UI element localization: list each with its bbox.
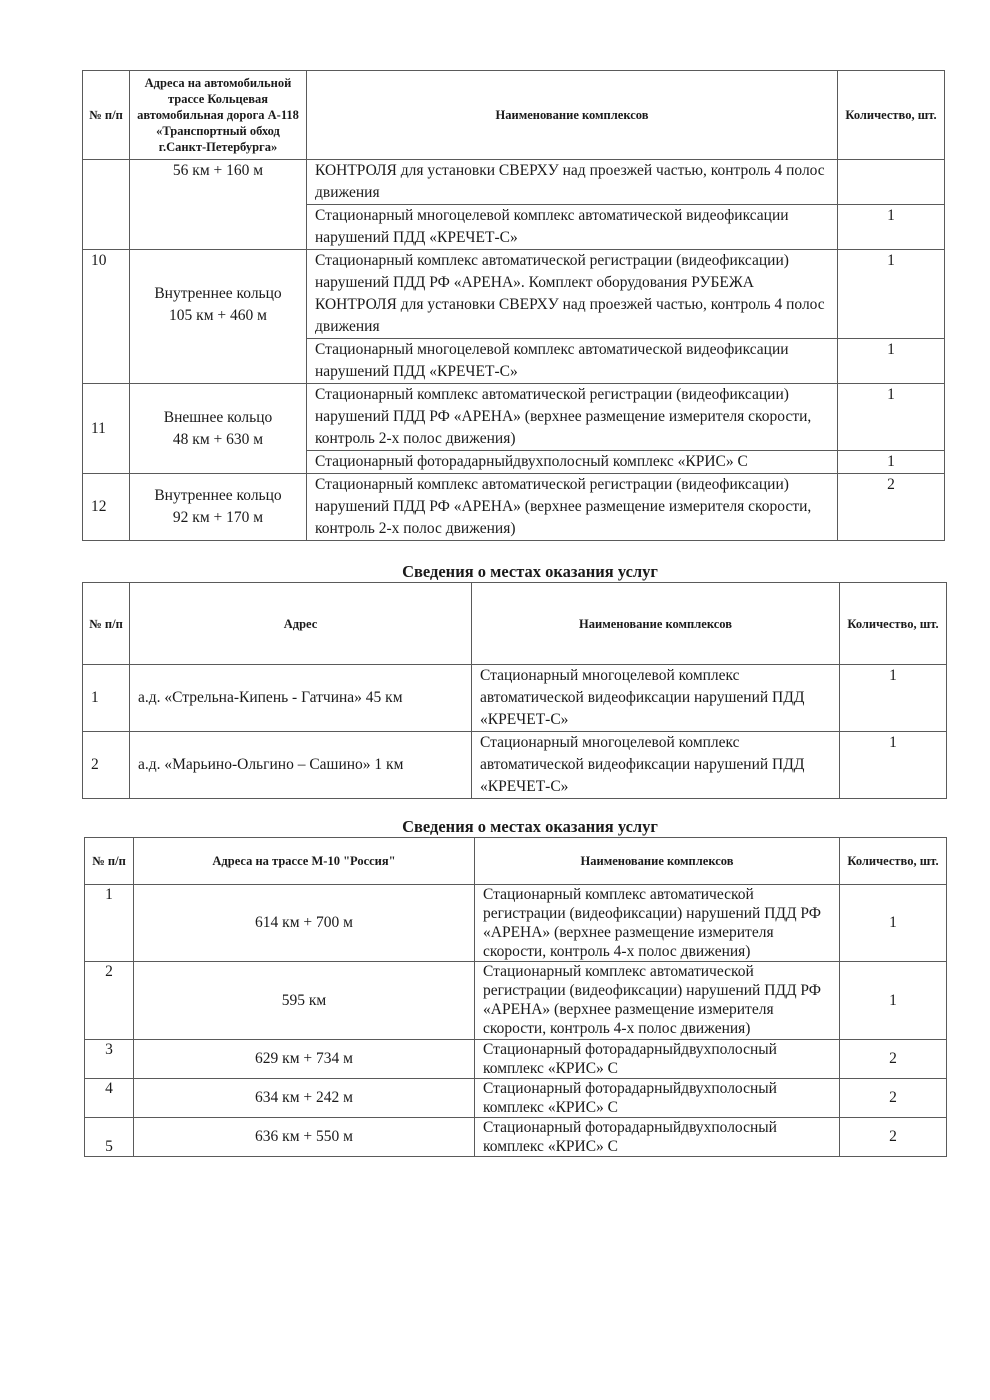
row-num: 12 [83,474,130,541]
ring-label: Внутреннее кольцо [154,487,282,504]
header-name: Наименование комплексов [472,583,840,665]
km-label: 105 км + 460 м [169,307,267,324]
row-complex-name: Стационарный фоторадарныйдвухполосный комплекс «КРИС» С [475,1118,840,1157]
m10-complexes-table [84,837,947,1157]
row-qty: 1 [838,205,945,250]
row-complex-name: Стационарный комплекс автоматической регистрации (видеофиксации) нарушений ПДД РФ «АРЕНА» (верхнее размещение измерителя скорости, контроль 4-х полос движения) [475,885,840,962]
row-complex-name: Стационарный комплекс автоматической регистрации (видеофиксации) нарушений ПДД РФ «АРЕНА». Комплект оборудования РУБЕЖА КОНТРОЛЯ для установки СВЕРХУ над проезжей частью, контроль 4 полос движения [307,250,838,339]
row-qty: 1 [838,451,945,474]
table-row [85,962,947,1040]
row-complex-name: Стационарный многоцелевой комплекс автоматической видеофиксации нарушений ПДД «КРЕЧЕТ-С» [472,665,840,732]
row-complex-name: Стационарный комплекс автоматической регистрации (видеофиксации) нарушений ПДД РФ «АРЕНА» (верхнее размещение измерителя скорости, контроль 4-х полос движения) [475,962,840,1040]
header-address: Адреса на трассе М-10 "Россия" [134,838,475,885]
table-row [83,665,947,732]
header-address: Адрес [130,583,472,665]
row-address [130,474,307,541]
row-address: а.д. «Стрельна-Кипень - Гатчина» 45 км [130,665,472,732]
row-num: 1 [85,885,134,962]
row-num: 4 [85,1079,134,1118]
table-row [83,732,947,799]
row-address: 614 км + 700 м [134,885,475,962]
row-complex-name: Стационарный фоторадарныйдвухполосный комплекс «КРИС» С [307,451,838,474]
table-header-row [83,583,947,665]
row-num: 11 [83,384,130,474]
row-address: 636 км + 550 м [134,1118,475,1157]
table-row [83,384,945,451]
row-num: 5 [85,1118,134,1157]
table-row [85,1079,947,1118]
row-num: 10 [83,250,130,384]
section-title: Сведения о местах оказания услуг [402,562,658,581]
header-num: № п/п [85,838,134,885]
row-address: 634 км + 242 м [134,1079,475,1118]
ring-label: Внешнее кольцо [163,408,273,426]
section-title: Сведения о местах оказания услуг [402,817,658,836]
row-complex-name: Стационарный комплекс автоматической регистрации (видеофиксации) нарушений ПДД РФ «АРЕНА» (верхнее размещение измерителя скорости, контроль 2-х полос движения) [307,474,838,541]
row-num: 3 [85,1040,134,1079]
row-address [130,384,307,474]
row-address: 595 км [134,962,475,1040]
table-row [83,250,945,339]
header-num: № п/п [83,583,130,665]
row-complex-name: Стационарный фоторадарныйдвухполосный комплекс «КРИС» С [475,1079,840,1118]
row-address: а.д. «Марьино-Ольгино – Сашино» 1 км [130,732,472,799]
row-qty: 2 [840,1079,947,1118]
row-qty: 1 [840,665,947,732]
row-num: 1 [83,665,130,732]
row-complex-name: Стационарный многоцелевой комплекс автоматической видеофиксации нарушений ПДД «КРЕЧЕТ-С» [307,339,838,384]
ring-road-complexes-table [82,70,945,541]
row-qty: 2 [838,474,945,541]
row-qty: 2 [840,1040,947,1079]
header-num: № п/п [83,71,130,160]
table-header-row [85,838,947,885]
table-row [85,885,947,962]
row-num [83,160,130,250]
table-row [83,474,945,541]
row-qty: 1 [838,250,945,339]
table-header-row [83,71,945,160]
km-label: 48 км + 630 м [172,430,264,448]
row-qty: 2 [840,1118,947,1157]
row-complex-name: КОНТРОЛЯ для установки СВЕРХУ над проезжей частью, контроль 4 полос движения [307,160,838,205]
ring-label: Внутреннее кольцо [154,285,282,302]
header-qty: Количество, шт. [838,71,945,160]
row-num: 2 [85,962,134,1040]
service-locations-table [82,582,947,799]
row-complex-name: Стационарный комплекс автоматической регистрации (видеофиксации) нарушений ПДД РФ «АРЕНА» (верхнее размещение измерителя скорости, контроль 2-х полос движения) [307,384,838,451]
row-address: 56 км + 160 м [130,160,307,250]
header-address: Адреса на автомобильной трассе Кольцевая автомобильная дорога А-118 «Транспортный обход г.Санкт-Петербурга» [130,71,307,160]
header-name: Наименование комплексов [475,838,840,885]
row-qty: 1 [838,384,945,451]
table-row [85,1040,947,1079]
row-address [130,250,307,384]
row-qty: 1 [840,885,947,962]
row-num: 2 [83,732,130,799]
row-complex-name: Стационарный многоцелевой комплекс автоматической видеофиксации нарушений ПДД «КРЕЧЕТ-С» [472,732,840,799]
row-complex-name: Стационарный многоцелевой комплекс автоматической видеофиксации нарушений ПДД «КРЕЧЕТ-С» [307,205,838,250]
km-label: 92 км + 170 м [172,509,264,526]
table-row [85,1118,947,1157]
header-name: Наименование комплексов [307,71,838,160]
row-qty: 1 [838,339,945,384]
row-address: 629 км + 734 м [134,1040,475,1079]
row-qty [838,160,945,205]
row-qty: 1 [840,732,947,799]
table-row [83,160,945,205]
header-qty: Количество, шт. [840,838,947,885]
header-qty: Количество, шт. [840,583,947,665]
row-qty: 1 [840,962,947,1040]
row-complex-name: Стационарный фоторадарныйдвухполосный комплекс «КРИС» С [475,1040,840,1079]
